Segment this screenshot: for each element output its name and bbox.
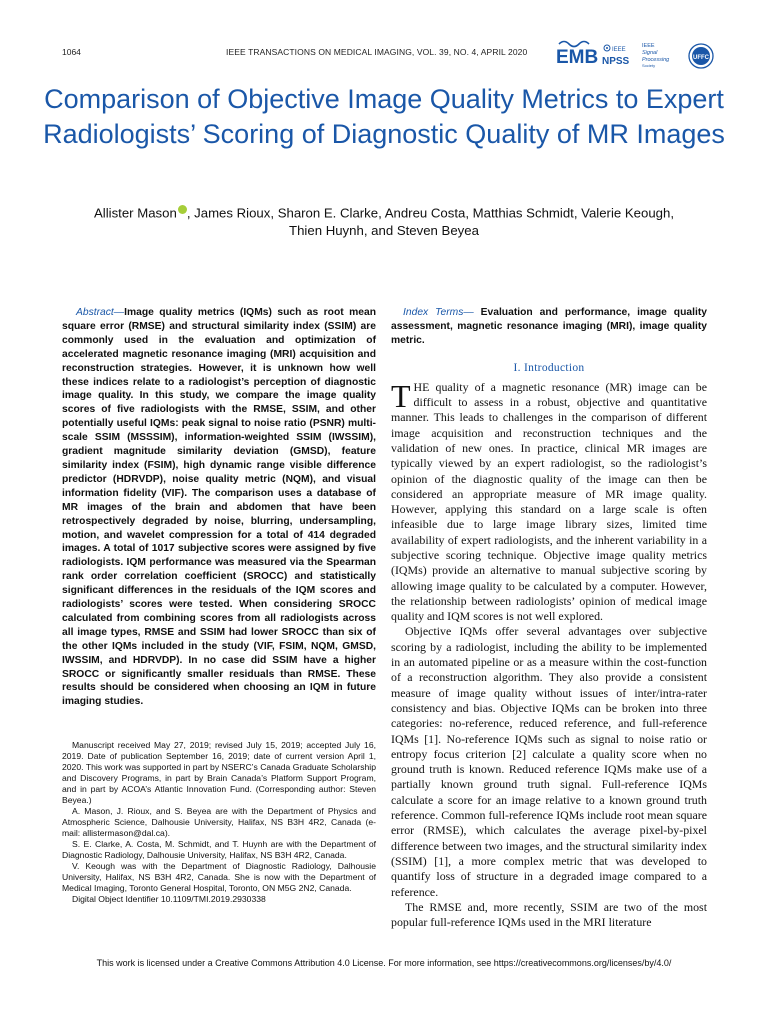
footnote-doi: Digital Object Identifier 10.1109/TMI.2019.2930338: [72, 894, 266, 904]
intro-paragraph-1-text: HE quality of a magnetic resonance (MR) image can be difficult to assess in a robust, objective and quantitative manner. This leads to challenges in the comparison of different image acquisition and reconstruction techniques and the validation of new ones. In practice, clinical MR images are typically viewed by an expert radiologist, so the radiologist’s opinion of the diagnostic quality of the image can then be considered an appropriate measure of MR image quality. However, applying this standard on a large scale is often infeasible due to large image library sizes, limited time availability of expert radiologists, and the inherent variability in a subjective scoring technique. Objective image quality metrics (IQMs) provide an alternative to manual subjective scoring by allowing image quality to be calculated by a computer. However, the relationship between radiologists’ opinion of medical image quality and IQM scores is not well explored.: [391, 379, 707, 624]
author-list: [90, 203, 678, 240]
svg-text:Processing: Processing: [642, 57, 670, 63]
svg-text:IEEE: IEEE: [642, 43, 655, 49]
abstract-text: Image quality metrics (IQMs) such as root mean square error (RMSE) and structural similarity index (SSIM) are commonly used in the evaluation and optimization of accelerated magnetic resonance imaging (MRI) acquisition and reconstruction strategies. However, it is unknown how well these indices relate to a radiologist’s perception of diagnostic image quality. In this study, we compare the image quality scores of five radiologists with the RMSE, SSIM, and other potentially useful IQMs: peak signal to noise ratio (PSNR) multi-scale SSIM (MSSSIM), information-weighted SSIM (IWSSIM), gradient magnitude similarity deviation (GMSD), feature similarity index (FSIM), high dynamic range visible difference predictor (HDRVDP), noise quality metric (NQM), and visual information fidelity (VIF). The comparison uses a database of MR images of the brain and abdomen that have been retrospectively degraded by noise, blurring, undersampling, motion, and wavelet compression for a total of 414 degraded images. A total of 1017 subjective scores were assigned by five radiologists. IQM performance was measured via the Spearman rank order correlation coefficient (SROCC) and statistically significant differences in the residuals of the IQM scores and radiologists’ scores were tested. When considering SROCC calculated from combining scores from all radiologists across all image types, RMSE and SSIM had lower SROCC than six of the other IQMs included in the study (VIF, FSIM, NQM, GMSD, IWSSIM, and HDRVDP). In no case did SSIM have a higher SROCC or significantly smaller residuals than RMSE. These results should be considered when choosing an IQM in future imaging studies.: [62, 307, 376, 708]
society-logos: [556, 38, 714, 74]
svg-text:IEEE: IEEE: [612, 47, 626, 53]
abstract-label: Abstract: [76, 307, 114, 318]
svg-text:EMB: EMB: [556, 47, 599, 68]
page-number: 1064: [62, 47, 81, 57]
right-column: [391, 306, 707, 930]
index-terms: Index Terms— Evaluation and performance, image quality assessment, magnetic resonance imaging (MRI), image quality metric.: [391, 307, 707, 346]
uffc-logo: [689, 44, 713, 68]
first-author: Allister Mason: [93, 205, 177, 221]
footnote-affiliation-1: A. Mason, J. Rioux, and S. Beyea are with the Department of Physics and Atmospheric Science, Dalhousie University, Halifax, NS B3H 4R2, Canada (e-mail: allistermason@dal.ca).: [62, 806, 376, 838]
emb-logo: [556, 42, 598, 69]
intro-paragraph-3: The RMSE and, more recently, SSIM are two of the most popular full-reference IQMs used in the MRI literature: [391, 899, 707, 930]
footnote: [62, 740, 376, 905]
svg-text:UFFC: UFFC: [693, 55, 709, 61]
index-terms-label: Index Terms: [403, 307, 464, 318]
footnote-affiliation-2: S. E. Clarke, A. Costa, M. Schmidt, and T. Huynh are with the Department of Diagnostic Radiology, Dalhousie University, Halifax, NS B3H 4R2, Canada.: [62, 839, 376, 860]
left-column: [62, 306, 376, 709]
drop-cap: T: [391, 377, 411, 414]
section-heading: I. Introduction: [513, 361, 585, 374]
paper-title: Comparison of Objective Image Quality Metrics to Expert Radiologists’ Scoring of Diagnostic Quality of MR Images: [43, 84, 725, 149]
license-notice: This work is licensed under a Creative Commons Attribution 4.0 License. For more information, see https://creativecommons.org/licenses/by/4.0/: [96, 958, 672, 968]
svg-text:Signal: Signal: [642, 50, 658, 56]
intro-paragraph-1: [391, 377, 707, 625]
journal-header: IEEE TRANSACTIONS ON MEDICAL IMAGING, VOL. 39, NO. 4, APRIL 2020: [226, 47, 528, 57]
svg-text:NPSS: NPSS: [602, 56, 630, 67]
footnote-manuscript: Manuscript received May 27, 2019; revised July 15, 2019; accepted July 16, 2019. Date of publication September 16, 2019; date of current version April 1, 2020. This work was supported in part by NSERC’s Canada Graduate Scholarship and Discovery Programs, in part by Brain Canada’s Platform Support Program, and in part by ACOA’s Atlantic Innovation Fund. (Corresponding author: Steven Beyea.): [62, 740, 376, 805]
abstract: Abstract—Image quality metrics (IQMs) such as root mean square error (RMSE) and structural similarity index (SSIM) are commonly used in the evaluation and optimization of accelerated magnetic resonance imaging (MRI) acquisition and reconstruction strategies. However, it is unknown how well these indices relate to a radiologist’s perception of diagnostic image quality. In this study, we compare the image quality scores of five radiologists with the RMSE, SSIM, and other potentially useful IQMs: peak signal to noise ratio (PSNR) multi-scale SSIM (MSSSIM), information-weighted SSIM (IWSSIM), gradient magnitude similarity deviation (GMSD), feature similarity index (FSIM), high dynamic range visible difference predictor (HDRVDP), noise quality metric (NQM), and visual information fidelity (VIF). The comparison uses a database of MR images of the brain and abdomen that have been retrospectively degraded by noise, blurring, undersampling, motion, and wavelet compression for a total of 414 degraded images. A total of 1017 subjective scores were assigned by five radiologists. IQM performance was measured via the Spearman rank order correlation coefficient (SROCC) and statistically significant differences in the residuals of the IQM scores and radiologists’ scores were tested. When considering SROCC calculated from combining scores from all radiologists across all image types, RMSE and SSIM had lower SROCC than six of the other IQMs included in the study (VIF, FSIM, NQM, GMSD, IWSSIM, and HDRVDP). In no case did SSIM have a higher SROCC or significantly smaller residuals than RMSE. These results should be considered when choosing an IQM in future imaging studies.: [62, 307, 376, 708]
intro-paragraph-2: Objective IQMs offer several advantages over subjective scoring by a radiologist, including the ability to be implemented in an automated pipeline or as a measure within the cost-function of a reconstruction algorithm. They also provide a consistent measure of image quality without issues of inter/intra-rater consistency and bias. Objective IQMs can be broken into three categories: no-reference, reduced reference, and full-reference IQMs [1]. No-reference IQMs such as signal to noise ratio or entropy focus criterion [2] calculate a quality score when no ground truth is known. Reduced reference IQMs make use of a partially known ground truth signal. Full-reference IQMs calculate a score for an image relative to a known ground truth reference. Common full-reference IQMs include root mean square error (RMSE), which calculates the average pixel-by-pixel difference between two images, and the structural similarity index (SSIM) [1], a more complex metric that was developed to quantify loss of structure in a degraded image compared to a reference.: [391, 624, 707, 899]
orcid-icon[interactable]: [178, 205, 187, 214]
npss-logo: [602, 45, 630, 67]
index-terms-text: Evaluation and performance, image quality assessment, magnetic resonance imaging (MRI), image quality metric.: [391, 307, 707, 346]
signal-processing-society-logo: [642, 43, 670, 68]
coauthors: , James Rioux, Sharon E. Clarke, Andreu Costa, Matthias Schmidt, Valerie Keough, Thien Huynh, and Steven Beyea: [186, 205, 675, 239]
footnote-affiliation-3: V. Keough was with the Department of Diagnostic Radiology, Dalhousie University, Halifax, NS B3H 4R2, Canada. She is now with the Department of Medical Imaging, Toronto General Hospital, Toronto, ON M5G 2N2, Canada.: [62, 861, 376, 893]
svg-text:Society: Society: [642, 63, 656, 68]
